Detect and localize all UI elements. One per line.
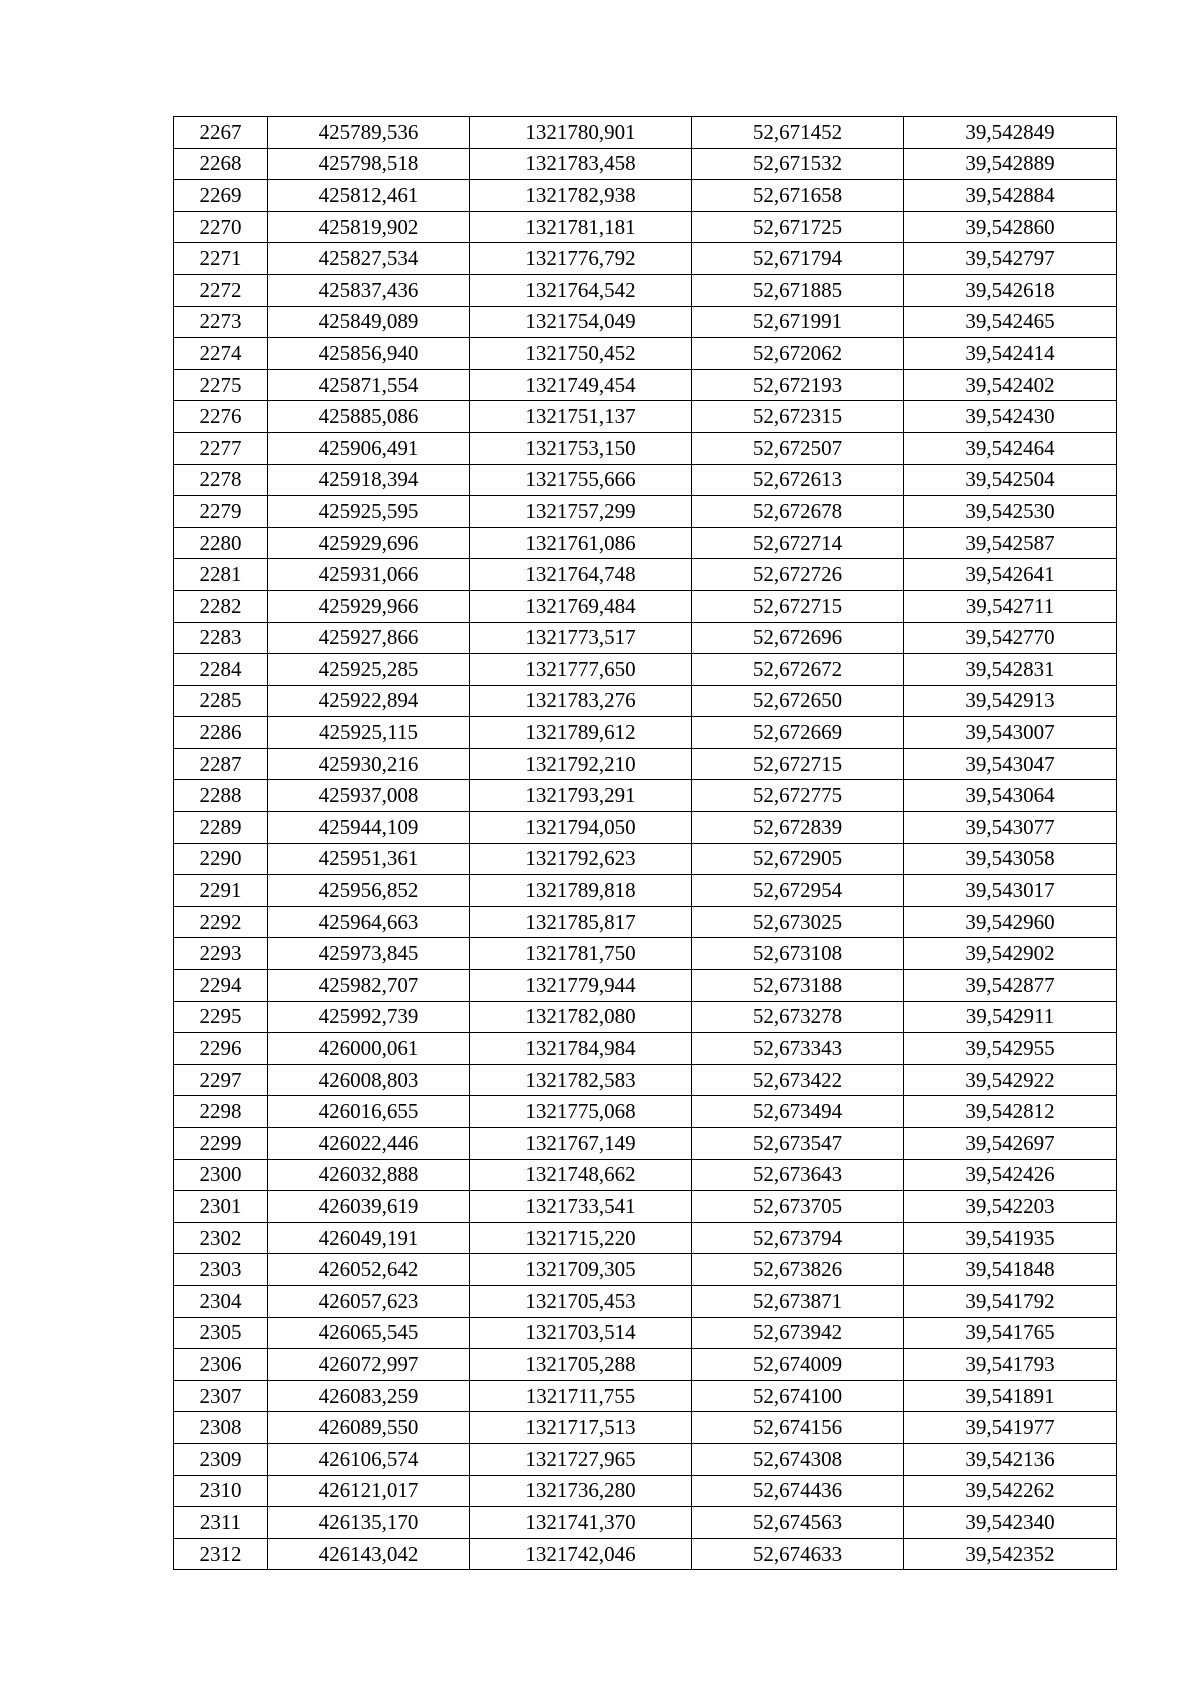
x-coordinate-cell: 425944,109 — [268, 812, 470, 844]
latitude-cell: 52,673871 — [692, 1285, 904, 1317]
table-row — [174, 1285, 1117, 1317]
y-coordinate-cell: 1321792,623 — [470, 843, 692, 875]
table-row — [174, 622, 1117, 654]
longitude-cell: 39,542797 — [904, 243, 1117, 275]
point-number-cell: 2270 — [174, 211, 268, 243]
longitude-cell: 39,542911 — [904, 1001, 1117, 1033]
x-coordinate-cell: 425927,866 — [268, 622, 470, 654]
point-number-cell: 2279 — [174, 496, 268, 528]
y-coordinate-cell: 1321782,080 — [470, 1001, 692, 1033]
longitude-cell: 39,542641 — [904, 559, 1117, 591]
y-coordinate-cell: 1321782,583 — [470, 1064, 692, 1096]
x-coordinate-cell: 425956,852 — [268, 875, 470, 907]
longitude-cell: 39,542913 — [904, 685, 1117, 717]
latitude-cell: 52,671725 — [692, 211, 904, 243]
x-coordinate-cell: 425925,115 — [268, 717, 470, 749]
x-coordinate-cell: 426106,574 — [268, 1443, 470, 1475]
longitude-cell: 39,543007 — [904, 717, 1117, 749]
point-number-cell: 2293 — [174, 938, 268, 970]
y-coordinate-cell: 1321783,458 — [470, 148, 692, 180]
x-coordinate-cell: 426065,545 — [268, 1317, 470, 1349]
latitude-cell: 52,672315 — [692, 401, 904, 433]
table-row — [174, 432, 1117, 464]
y-coordinate-cell: 1321779,944 — [470, 970, 692, 1002]
x-coordinate-cell: 425930,216 — [268, 748, 470, 780]
x-coordinate-cell: 426083,259 — [268, 1380, 470, 1412]
latitude-cell: 52,671658 — [692, 180, 904, 212]
table-row — [174, 1001, 1117, 1033]
x-coordinate-cell: 426039,619 — [268, 1191, 470, 1223]
latitude-cell: 52,671452 — [692, 117, 904, 149]
x-coordinate-cell: 425789,536 — [268, 117, 470, 149]
latitude-cell: 52,672650 — [692, 685, 904, 717]
table-row — [174, 1159, 1117, 1191]
table-row — [174, 970, 1117, 1002]
table-row — [174, 1128, 1117, 1160]
y-coordinate-cell: 1321715,220 — [470, 1222, 692, 1254]
latitude-cell: 52,672062 — [692, 338, 904, 370]
coordinates-table-body — [174, 117, 1117, 1570]
latitude-cell: 52,674100 — [692, 1380, 904, 1412]
latitude-cell: 52,672715 — [692, 748, 904, 780]
point-number-cell: 2283 — [174, 622, 268, 654]
x-coordinate-cell: 425918,394 — [268, 464, 470, 496]
point-number-cell: 2280 — [174, 527, 268, 559]
x-coordinate-cell: 425922,894 — [268, 685, 470, 717]
table-row — [174, 1222, 1117, 1254]
point-number-cell: 2289 — [174, 812, 268, 844]
longitude-cell: 39,541793 — [904, 1349, 1117, 1381]
x-coordinate-cell: 425937,008 — [268, 780, 470, 812]
longitude-cell: 39,542136 — [904, 1443, 1117, 1475]
x-coordinate-cell: 425982,707 — [268, 970, 470, 1002]
table-row — [174, 527, 1117, 559]
table-row — [174, 717, 1117, 749]
y-coordinate-cell: 1321784,984 — [470, 1033, 692, 1065]
longitude-cell: 39,543064 — [904, 780, 1117, 812]
point-number-cell: 2294 — [174, 970, 268, 1002]
point-number-cell: 2304 — [174, 1285, 268, 1317]
table-row — [174, 117, 1117, 149]
point-number-cell: 2295 — [174, 1001, 268, 1033]
point-number-cell: 2271 — [174, 243, 268, 275]
y-coordinate-cell: 1321727,965 — [470, 1443, 692, 1475]
x-coordinate-cell: 426089,550 — [268, 1412, 470, 1444]
x-coordinate-cell: 425964,663 — [268, 906, 470, 938]
point-number-cell: 2307 — [174, 1380, 268, 1412]
point-number-cell: 2312 — [174, 1538, 268, 1570]
y-coordinate-cell: 1321793,291 — [470, 780, 692, 812]
latitude-cell: 52,673494 — [692, 1096, 904, 1128]
y-coordinate-cell: 1321794,050 — [470, 812, 692, 844]
longitude-cell: 39,542504 — [904, 464, 1117, 496]
latitude-cell: 52,672726 — [692, 559, 904, 591]
longitude-cell: 39,542831 — [904, 654, 1117, 686]
y-coordinate-cell: 1321753,150 — [470, 432, 692, 464]
point-number-cell: 2300 — [174, 1159, 268, 1191]
table-row — [174, 1380, 1117, 1412]
latitude-cell: 52,673343 — [692, 1033, 904, 1065]
table-row — [174, 211, 1117, 243]
longitude-cell: 39,543047 — [904, 748, 1117, 780]
point-number-cell: 2287 — [174, 748, 268, 780]
longitude-cell: 39,542430 — [904, 401, 1117, 433]
latitude-cell: 52,672672 — [692, 654, 904, 686]
longitude-cell: 39,542711 — [904, 590, 1117, 622]
table-row — [174, 496, 1117, 528]
longitude-cell: 39,542955 — [904, 1033, 1117, 1065]
latitude-cell: 52,674633 — [692, 1538, 904, 1570]
latitude-cell: 52,672714 — [692, 527, 904, 559]
table-row — [174, 654, 1117, 686]
table-row — [174, 338, 1117, 370]
longitude-cell: 39,542889 — [904, 148, 1117, 180]
latitude-cell: 52,672678 — [692, 496, 904, 528]
x-coordinate-cell: 426143,042 — [268, 1538, 470, 1570]
latitude-cell: 52,674436 — [692, 1475, 904, 1507]
y-coordinate-cell: 1321711,755 — [470, 1380, 692, 1412]
y-coordinate-cell: 1321782,938 — [470, 180, 692, 212]
x-coordinate-cell: 426016,655 — [268, 1096, 470, 1128]
y-coordinate-cell: 1321741,370 — [470, 1507, 692, 1539]
longitude-cell: 39,542618 — [904, 274, 1117, 306]
point-number-cell: 2286 — [174, 717, 268, 749]
x-coordinate-cell: 425885,086 — [268, 401, 470, 433]
y-coordinate-cell: 1321742,046 — [470, 1538, 692, 1570]
table-row — [174, 1443, 1117, 1475]
table-row — [174, 1191, 1117, 1223]
longitude-cell: 39,542849 — [904, 117, 1117, 149]
point-number-cell: 2311 — [174, 1507, 268, 1539]
point-number-cell: 2267 — [174, 117, 268, 149]
latitude-cell: 52,671532 — [692, 148, 904, 180]
y-coordinate-cell: 1321776,792 — [470, 243, 692, 275]
latitude-cell: 52,673108 — [692, 938, 904, 970]
table-row — [174, 369, 1117, 401]
latitude-cell: 52,673278 — [692, 1001, 904, 1033]
table-row — [174, 306, 1117, 338]
longitude-cell: 39,542587 — [904, 527, 1117, 559]
point-number-cell: 2288 — [174, 780, 268, 812]
x-coordinate-cell: 426008,803 — [268, 1064, 470, 1096]
table-row — [174, 1254, 1117, 1286]
latitude-cell: 52,672507 — [692, 432, 904, 464]
x-coordinate-cell: 425992,739 — [268, 1001, 470, 1033]
point-number-cell: 2278 — [174, 464, 268, 496]
point-number-cell: 2308 — [174, 1412, 268, 1444]
y-coordinate-cell: 1321767,149 — [470, 1128, 692, 1160]
y-coordinate-cell: 1321775,068 — [470, 1096, 692, 1128]
longitude-cell: 39,543077 — [904, 812, 1117, 844]
longitude-cell: 39,542414 — [904, 338, 1117, 370]
point-number-cell: 2276 — [174, 401, 268, 433]
table-row — [174, 1412, 1117, 1444]
latitude-cell: 52,671794 — [692, 243, 904, 275]
point-number-cell: 2302 — [174, 1222, 268, 1254]
y-coordinate-cell: 1321792,210 — [470, 748, 692, 780]
longitude-cell: 39,542860 — [904, 211, 1117, 243]
point-number-cell: 2290 — [174, 843, 268, 875]
latitude-cell: 52,674156 — [692, 1412, 904, 1444]
point-number-cell: 2277 — [174, 432, 268, 464]
longitude-cell: 39,543017 — [904, 875, 1117, 907]
point-number-cell: 2284 — [174, 654, 268, 686]
table-row — [174, 1538, 1117, 1570]
y-coordinate-cell: 1321764,542 — [470, 274, 692, 306]
point-number-cell: 2292 — [174, 906, 268, 938]
point-number-cell: 2269 — [174, 180, 268, 212]
longitude-cell: 39,543058 — [904, 843, 1117, 875]
x-coordinate-cell: 425929,966 — [268, 590, 470, 622]
latitude-cell: 52,672954 — [692, 875, 904, 907]
longitude-cell: 39,542262 — [904, 1475, 1117, 1507]
latitude-cell: 52,673025 — [692, 906, 904, 938]
y-coordinate-cell: 1321777,650 — [470, 654, 692, 686]
longitude-cell: 39,542340 — [904, 1507, 1117, 1539]
latitude-cell: 52,673422 — [692, 1064, 904, 1096]
point-number-cell: 2285 — [174, 685, 268, 717]
point-number-cell: 2297 — [174, 1064, 268, 1096]
latitude-cell: 52,671991 — [692, 306, 904, 338]
y-coordinate-cell: 1321757,299 — [470, 496, 692, 528]
table-row — [174, 464, 1117, 496]
x-coordinate-cell: 426121,017 — [268, 1475, 470, 1507]
latitude-cell: 52,673942 — [692, 1317, 904, 1349]
point-number-cell: 2305 — [174, 1317, 268, 1349]
x-coordinate-cell: 425871,554 — [268, 369, 470, 401]
latitude-cell: 52,673547 — [692, 1128, 904, 1160]
latitude-cell: 52,672696 — [692, 622, 904, 654]
table-row — [174, 243, 1117, 275]
point-number-cell: 2282 — [174, 590, 268, 622]
table-row — [174, 938, 1117, 970]
longitude-cell: 39,542902 — [904, 938, 1117, 970]
y-coordinate-cell: 1321783,276 — [470, 685, 692, 717]
y-coordinate-cell: 1321748,662 — [470, 1159, 692, 1191]
latitude-cell: 52,673794 — [692, 1222, 904, 1254]
x-coordinate-cell: 425929,696 — [268, 527, 470, 559]
x-coordinate-cell: 425856,940 — [268, 338, 470, 370]
latitude-cell: 52,673826 — [692, 1254, 904, 1286]
y-coordinate-cell: 1321755,666 — [470, 464, 692, 496]
x-coordinate-cell: 425837,436 — [268, 274, 470, 306]
y-coordinate-cell: 1321717,513 — [470, 1412, 692, 1444]
y-coordinate-cell: 1321781,750 — [470, 938, 692, 970]
latitude-cell: 52,672715 — [692, 590, 904, 622]
longitude-cell: 39,541765 — [904, 1317, 1117, 1349]
longitude-cell: 39,541891 — [904, 1380, 1117, 1412]
table-row — [174, 590, 1117, 622]
x-coordinate-cell: 426052,642 — [268, 1254, 470, 1286]
latitude-cell: 52,674563 — [692, 1507, 904, 1539]
longitude-cell: 39,542530 — [904, 496, 1117, 528]
point-number-cell: 2275 — [174, 369, 268, 401]
table-row — [174, 812, 1117, 844]
longitude-cell: 39,542922 — [904, 1064, 1117, 1096]
longitude-cell: 39,541848 — [904, 1254, 1117, 1286]
table-row — [174, 1096, 1117, 1128]
x-coordinate-cell: 426049,191 — [268, 1222, 470, 1254]
latitude-cell: 52,673188 — [692, 970, 904, 1002]
y-coordinate-cell: 1321754,049 — [470, 306, 692, 338]
longitude-cell: 39,542402 — [904, 369, 1117, 401]
point-number-cell: 2268 — [174, 148, 268, 180]
longitude-cell: 39,542465 — [904, 306, 1117, 338]
longitude-cell: 39,541792 — [904, 1285, 1117, 1317]
point-number-cell: 2272 — [174, 274, 268, 306]
x-coordinate-cell: 425973,845 — [268, 938, 470, 970]
point-number-cell: 2303 — [174, 1254, 268, 1286]
x-coordinate-cell: 425798,518 — [268, 148, 470, 180]
x-coordinate-cell: 425827,534 — [268, 243, 470, 275]
longitude-cell: 39,542464 — [904, 432, 1117, 464]
latitude-cell: 52,674308 — [692, 1443, 904, 1475]
latitude-cell: 52,672193 — [692, 369, 904, 401]
point-number-cell: 2309 — [174, 1443, 268, 1475]
longitude-cell: 39,542877 — [904, 970, 1117, 1002]
x-coordinate-cell: 426135,170 — [268, 1507, 470, 1539]
table-row — [174, 1064, 1117, 1096]
longitude-cell: 39,542884 — [904, 180, 1117, 212]
y-coordinate-cell: 1321705,288 — [470, 1349, 692, 1381]
table-row — [174, 1033, 1117, 1065]
y-coordinate-cell: 1321789,612 — [470, 717, 692, 749]
table-row — [174, 1349, 1117, 1381]
y-coordinate-cell: 1321761,086 — [470, 527, 692, 559]
latitude-cell: 52,672613 — [692, 464, 904, 496]
y-coordinate-cell: 1321705,453 — [470, 1285, 692, 1317]
table-row — [174, 274, 1117, 306]
table-row — [174, 685, 1117, 717]
latitude-cell: 52,672669 — [692, 717, 904, 749]
x-coordinate-cell: 426057,623 — [268, 1285, 470, 1317]
longitude-cell: 39,542426 — [904, 1159, 1117, 1191]
table-row — [174, 1507, 1117, 1539]
table-row — [174, 1475, 1117, 1507]
latitude-cell: 52,674009 — [692, 1349, 904, 1381]
point-number-cell: 2298 — [174, 1096, 268, 1128]
table-row — [174, 875, 1117, 907]
table-row — [174, 401, 1117, 433]
x-coordinate-cell: 425925,285 — [268, 654, 470, 686]
point-number-cell: 2273 — [174, 306, 268, 338]
y-coordinate-cell: 1321749,454 — [470, 369, 692, 401]
table-row — [174, 148, 1117, 180]
longitude-cell: 39,542352 — [904, 1538, 1117, 1570]
table-row — [174, 843, 1117, 875]
latitude-cell: 52,672839 — [692, 812, 904, 844]
longitude-cell: 39,541977 — [904, 1412, 1117, 1444]
y-coordinate-cell: 1321789,818 — [470, 875, 692, 907]
point-number-cell: 2299 — [174, 1128, 268, 1160]
table-row — [174, 748, 1117, 780]
y-coordinate-cell: 1321733,541 — [470, 1191, 692, 1223]
y-coordinate-cell: 1321785,817 — [470, 906, 692, 938]
point-number-cell: 2291 — [174, 875, 268, 907]
y-coordinate-cell: 1321709,305 — [470, 1254, 692, 1286]
x-coordinate-cell: 425819,902 — [268, 211, 470, 243]
longitude-cell: 39,542697 — [904, 1128, 1117, 1160]
x-coordinate-cell: 425906,491 — [268, 432, 470, 464]
x-coordinate-cell: 425931,066 — [268, 559, 470, 591]
point-number-cell: 2301 — [174, 1191, 268, 1223]
x-coordinate-cell: 425849,089 — [268, 306, 470, 338]
longitude-cell: 39,542203 — [904, 1191, 1117, 1223]
table-row — [174, 180, 1117, 212]
table-row — [174, 1317, 1117, 1349]
longitude-cell: 39,542812 — [904, 1096, 1117, 1128]
point-number-cell: 2296 — [174, 1033, 268, 1065]
y-coordinate-cell: 1321773,517 — [470, 622, 692, 654]
y-coordinate-cell: 1321764,748 — [470, 559, 692, 591]
latitude-cell: 52,671885 — [692, 274, 904, 306]
table-row — [174, 780, 1117, 812]
latitude-cell: 52,673705 — [692, 1191, 904, 1223]
y-coordinate-cell: 1321736,280 — [470, 1475, 692, 1507]
x-coordinate-cell: 426000,061 — [268, 1033, 470, 1065]
table-row — [174, 559, 1117, 591]
table-row — [174, 906, 1117, 938]
y-coordinate-cell: 1321703,514 — [470, 1317, 692, 1349]
y-coordinate-cell: 1321781,181 — [470, 211, 692, 243]
y-coordinate-cell: 1321750,452 — [470, 338, 692, 370]
point-number-cell: 2281 — [174, 559, 268, 591]
point-number-cell: 2306 — [174, 1349, 268, 1381]
coordinates-table — [173, 116, 1117, 1570]
longitude-cell: 39,542960 — [904, 906, 1117, 938]
latitude-cell: 52,672775 — [692, 780, 904, 812]
y-coordinate-cell: 1321769,484 — [470, 590, 692, 622]
y-coordinate-cell: 1321751,137 — [470, 401, 692, 433]
latitude-cell: 52,673643 — [692, 1159, 904, 1191]
x-coordinate-cell: 426022,446 — [268, 1128, 470, 1160]
x-coordinate-cell: 425925,595 — [268, 496, 470, 528]
point-number-cell: 2310 — [174, 1475, 268, 1507]
x-coordinate-cell: 425812,461 — [268, 180, 470, 212]
x-coordinate-cell: 426032,888 — [268, 1159, 470, 1191]
x-coordinate-cell: 425951,361 — [268, 843, 470, 875]
y-coordinate-cell: 1321780,901 — [470, 117, 692, 149]
longitude-cell: 39,542770 — [904, 622, 1117, 654]
longitude-cell: 39,541935 — [904, 1222, 1117, 1254]
x-coordinate-cell: 426072,997 — [268, 1349, 470, 1381]
latitude-cell: 52,672905 — [692, 843, 904, 875]
point-number-cell: 2274 — [174, 338, 268, 370]
